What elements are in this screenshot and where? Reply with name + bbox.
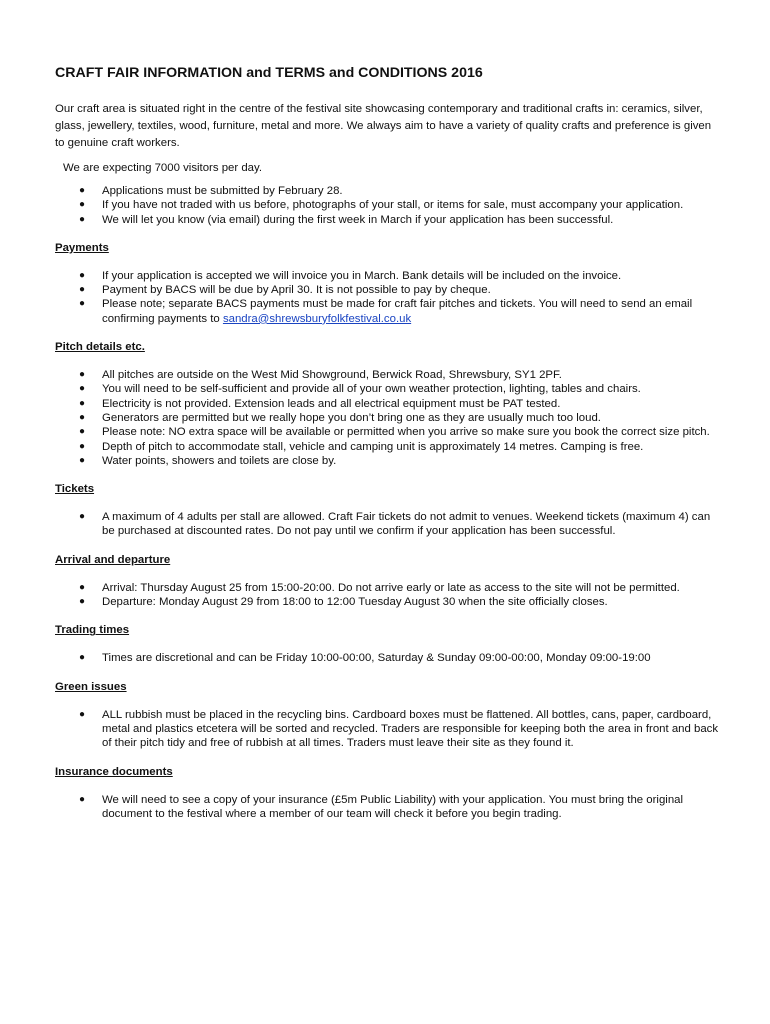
bullet-icon: ●	[79, 199, 86, 211]
bullet-icon: ●	[79, 596, 86, 608]
bullet-icon: ●	[79, 369, 86, 381]
general-list	[55, 184, 720, 227]
list-item: ● You will need to be self-sufficient and provide all of your own weather protection, lighting, tables and chairs.	[79, 383, 641, 396]
document-page	[55, 65, 720, 835]
list-item: ● Please note: NO extra space will be available or permitted when you arrive so make sure you book the correct size pitch.	[79, 426, 710, 439]
page-title: CRAFT FAIR INFORMATION and TERMS and CONDITIONS 2016	[55, 65, 483, 81]
list-item: ● Electricity is not provided. Extension leads and all electrical equipment must be PAT tested.	[79, 397, 561, 410]
bullet-icon: ●	[79, 793, 86, 805]
list-item: ● Depth of pitch to accommodate stall, vehicle and camping unit is approximately 14 metres. Camping is free.	[79, 440, 644, 453]
list-item: ● Times are discretional and can be Friday 10:00-00:00, Saturday & Sunday 09:00-00:00, Monday 09:00-19:00	[79, 652, 651, 665]
bullet-icon: ●	[79, 426, 86, 438]
section-heading-trading: Trading times	[55, 624, 130, 637]
visitors-note: We are expecting 7000 visitors per day.	[63, 162, 263, 174]
bullet-icon: ●	[79, 185, 86, 196]
bullet-icon: ●	[79, 284, 86, 296]
green-list	[55, 708, 720, 751]
trading-list	[55, 651, 720, 665]
bullet-icon: ●	[79, 454, 86, 466]
list-item: ● If your application is accepted we will invoice you in March. Bank details will be included on the invoice.	[79, 269, 622, 282]
tickets-list	[55, 510, 720, 539]
payments-list	[55, 269, 720, 326]
list-item: ● Arrival: Thursday August 25 from 15:00-20:00. Do not arrive early or late as access to the site will not be permitted.	[79, 581, 680, 594]
bullet-icon: ●	[79, 383, 86, 395]
list-item: ● We will need to see a copy of your insurance (£5m Public Liability) with your application. You must bring the original document to the festival where a member of our team will check it before you begin trading.	[79, 793, 684, 820]
pitch-list	[55, 368, 720, 468]
list-item: ● Applications must be submitted by February 28.	[79, 185, 343, 197]
list-item: ● If you have not traded with us before, photographs of your stall, or items for sale, must accompany your application.	[79, 199, 684, 212]
bullet-icon: ●	[79, 213, 86, 225]
section-heading-pitch: Pitch details etc.	[55, 341, 145, 354]
section-heading-tickets: Tickets	[55, 483, 95, 496]
bullet-icon: ●	[79, 269, 86, 281]
bullet-icon: ●	[79, 298, 86, 310]
bullet-icon: ●	[79, 652, 86, 664]
bullet-icon: ●	[79, 411, 86, 423]
list-item: ● Please note; separate BACS payments must be made for craft fair pitches and tickets. You will need to send an email confirming payments to sandra@shrewsburyfolkfestival.co.uk	[79, 298, 693, 325]
section-heading-insurance: Insurance documents	[55, 765, 173, 778]
list-item: ● All pitches are outside on the West Mid Showground, Berwick Road, Shrewsbury, SY1 2PF.	[79, 369, 562, 382]
list-item: ● Payment by BACS will be due by April 30. It is not possible to pay by cheque.	[79, 284, 491, 297]
section-heading-arrival: Arrival and departure	[55, 553, 171, 566]
email-link[interactable]: sandra@shrewsburyfolkfestival.co.uk	[222, 312, 412, 325]
bullet-icon: ●	[79, 581, 86, 593]
section-heading-green: Green issues	[55, 680, 127, 693]
list-item: ● A maximum of 4 adults per stall are allowed. Craft Fair tickets do not admit to venues. Weekend tickets (maximum 4) can be purchased at discounted rates. Do not pay until we confirm if your application has been successful.	[79, 511, 711, 538]
bullet-icon: ●	[79, 708, 86, 720]
bullet-icon: ●	[79, 397, 86, 409]
insurance-list	[55, 793, 720, 822]
section-heading-payments: Payments	[55, 241, 109, 254]
list-item: ● We will let you know (via email) during the first week in March if your application has been successful.	[79, 213, 614, 226]
bullet-icon: ●	[79, 511, 86, 523]
list-item: ● Generators are permitted but we really hope you don’t bring one as they are usually much too loud.	[79, 411, 601, 424]
list-item: ● Departure: Monday August 29 from 18:00 to 12:00 Tuesday August 30 when the site officially closes.	[79, 596, 608, 609]
bullet-icon: ●	[79, 440, 86, 452]
arrival-list	[55, 581, 720, 610]
list-item: ● ALL rubbish must be placed in the recycling bins. Cardboard boxes must be flattened. All bottles, cans, paper, cardboard, metal and plastics etcetera will be sorted and recycled. Traders are responsible for keeping both the area in front and back of their pitch tidy and free of rubbish at all times. Traders must leave their site as they found it.	[79, 708, 719, 750]
intro-paragraph: Our craft area is situated right in the centre of the festival site showcasing contemporary and traditional crafts in: ceramics, silver, glass, jewellery, textiles, wood, furniture, metal and more. We always aim to have a variety of quality crafts and preference is given to genuine craft workers.	[55, 103, 712, 149]
list-item: ● Water points, showers and toilets are close by.	[79, 454, 337, 467]
